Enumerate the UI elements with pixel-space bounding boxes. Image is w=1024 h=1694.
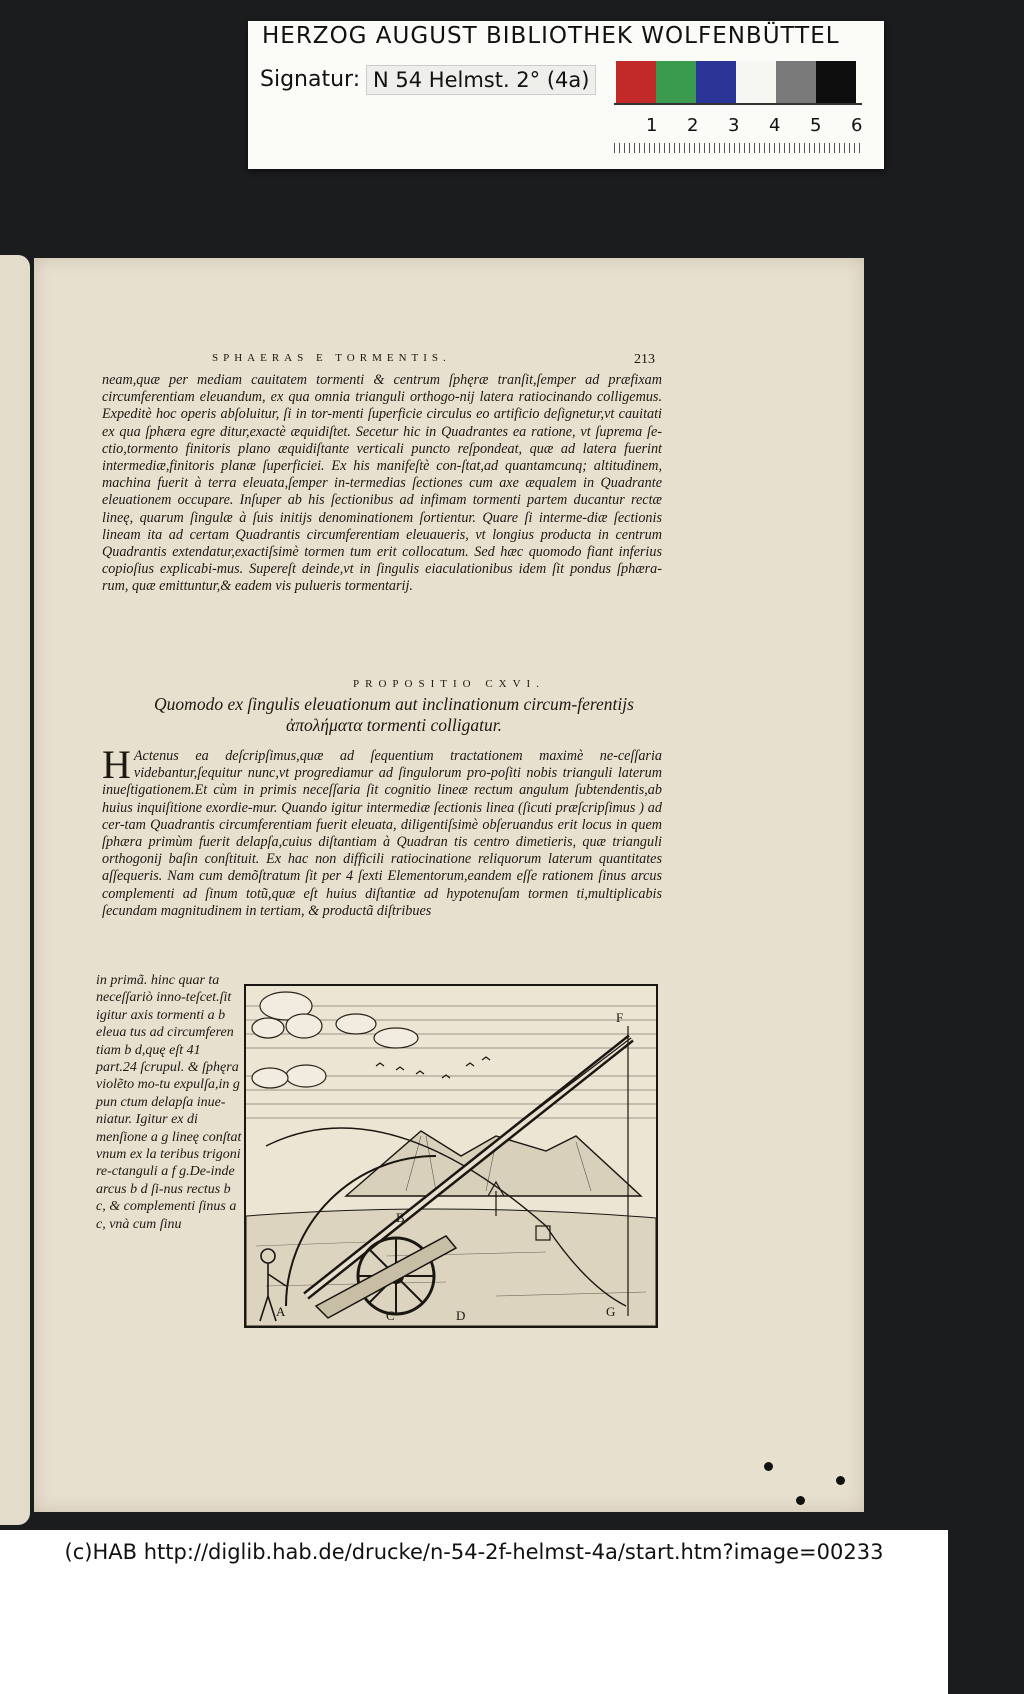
left-facing-page-edge	[0, 255, 30, 1525]
signatur-label: Signatur:	[260, 67, 361, 92]
running-head: SPHAERAS E TORMENTIS.	[212, 352, 451, 364]
credit-url: (c)HAB http://diglib.hab.de/drucke/n-54-2f-helmst-4a/start.htm?image=00233	[64, 1540, 884, 1564]
ink-dot	[764, 1462, 773, 1471]
color-swatch	[776, 61, 816, 103]
color-swatch	[656, 61, 696, 103]
scale-ruler	[614, 103, 862, 153]
library-label-card	[248, 21, 884, 169]
color-swatch	[696, 61, 736, 103]
ink-dot	[796, 1496, 805, 1505]
woodcut-illustration	[244, 984, 658, 1328]
book-page	[34, 258, 864, 1512]
proposition-title: Quomodo ex ſingulis eleuationum aut inclinationum circum-ferentijs ἀπολήματα tormenti colligatur.	[154, 694, 634, 735]
ruler-number: 3	[728, 115, 740, 136]
cannon-woodcut-drawing	[246, 986, 656, 1326]
library-name: HERZOG AUGUST BIBLIOTHEK WOLFENBÜTTEL	[262, 23, 840, 49]
figure-letter: A	[276, 1304, 286, 1319]
ruler-number: 6	[851, 115, 863, 136]
figure-letter: C	[386, 1308, 395, 1323]
figure-letter: G	[606, 1304, 616, 1319]
ruler-number: 4	[769, 115, 781, 136]
proposition-label: PROPOSITIO CXVI.	[353, 678, 545, 690]
figure-letter: D	[456, 1308, 466, 1323]
drop-cap: H	[102, 742, 131, 787]
color-calibration-strip	[616, 61, 856, 103]
color-swatch	[816, 61, 856, 103]
ruler-number: 5	[810, 115, 822, 136]
ruler-number: 1	[646, 115, 658, 136]
color-swatch	[616, 61, 656, 103]
paragraph-2-body: Actenus ea deſcripſimus,quæ ad ſequentium tractationem maximè ne-ceſſaria videbantur,ſequitur nunc,vt progrediamur ad ſingulorum pro-poſiti nobis trianguli laterum inueſtigationem.Et cùm in primis neceſſaria ſit cognitio lineæ rectum angulum ſubtendentis,ab huius inquiſitione exordie-mur. Quando igitur intermediæ ſectionis linea (ſicuti præſcripſimus ) ad cer-tam Quadrantis circumferentiam fuerit eleuata, diligentiſsimè obſeruandus erit locus in quem ſphæra primùm fuerit delapſa,cuius diſtantiam à Quadran tis centro dimetieris, quæ trianguli orthogonij baſin conſtituit. Ex hac non difficili ratiocinatione reliquorum laterum quantitates aſſequeris. Nam cum demõſtratum ſit per 4 ſexti Elementorum,eandem eſſe rationem ſinus arcus complementi ad ſinum totũ,quæ eſt huius diſtantiæ ad hypotenuſam tormen ti,multiplicabis ſecundam magnitudinem in tertiam, & productã diſtribues	[102, 748, 662, 919]
color-swatch	[736, 61, 776, 103]
figure-letter: B	[396, 1210, 405, 1225]
ruler-number: 2	[687, 115, 699, 136]
page-number: 213	[634, 352, 655, 367]
paragraph-2	[102, 742, 662, 920]
sidebar-text: in primã. hinc quar ta neceſſariò inno-teſcet.ſit igitur axis tormenti a b eleua tus ad circumferen tiam b d,quę eſt 41 part.24 ſcrupul. & ſphęra violẽto mo-tu expulſa,in g pun ctum delapſa inue-niatur. Igitur ex di menſione a g lineę conſtat vnum ex la teribus trigoni re-ctanguli a f g.De-inde arcus b d ſi-nus rectus b c, & complementi ſinus a c, vnà cum ſinu	[96, 973, 242, 1232]
ink-dot	[836, 1476, 845, 1485]
footer-credit-bar	[0, 1530, 948, 1694]
signatur-value: N 54 Helmst. 2° (4a)	[366, 65, 596, 95]
paragraph-1: neam,quæ per mediam cauitatem tormenti & centrum ſphęræ tranſit,ſemper ad præfixam circumferentiam eleuandum, ex qua omnia trianguli orthogo-nij latera ratiocinando colligemus. Expeditè hoc operis abſoluitur, ſi in tor-menti ſuperficie circulus eo artificio deſignetur,vt cauitati ex qua ſphæra egre ditur,exactè æquidiſtet. Secetur hic in Quadrantes ea ratione, vt ſuprema ſe-ctio,tormento finitoris plano æquidiſtante verticali puncto reſpondeat, quæ ad latera fuerint intermediæ,finitoris planæ ſuperficiei. Ex his manifeſtè con-ſtat,ad quantamcunq; altitudinem, machina fuerit à terra eleuata,ſemper in-termedias ſectiones cum axe æqualem in Quadrante eleuationem occupare. Inſuper ab his ſectionibus ad infimam tormenti partem ducantur rectæ lineę, quarum ſingulæ à ſuis initijs denominationem ſortientur. Quare ſi interme-diæ ſectionis lineam ita ad certam Quadrantis circumferentiam eleuaueris, vt longius producta in centrum Quadrantis extendatur,exactiſsimè tormen tum erit collocatum. Sed hæc quomodo fiant inferius copioſius explicabi-mus. Supereſt deinde,vt in ſingulis eiaculationibus idem ſit pondus ſphæra-rum, quæ emittuntur,& eadem vis pulueris tormentarij.	[102, 372, 662, 595]
figure-letter: F	[616, 1010, 624, 1025]
